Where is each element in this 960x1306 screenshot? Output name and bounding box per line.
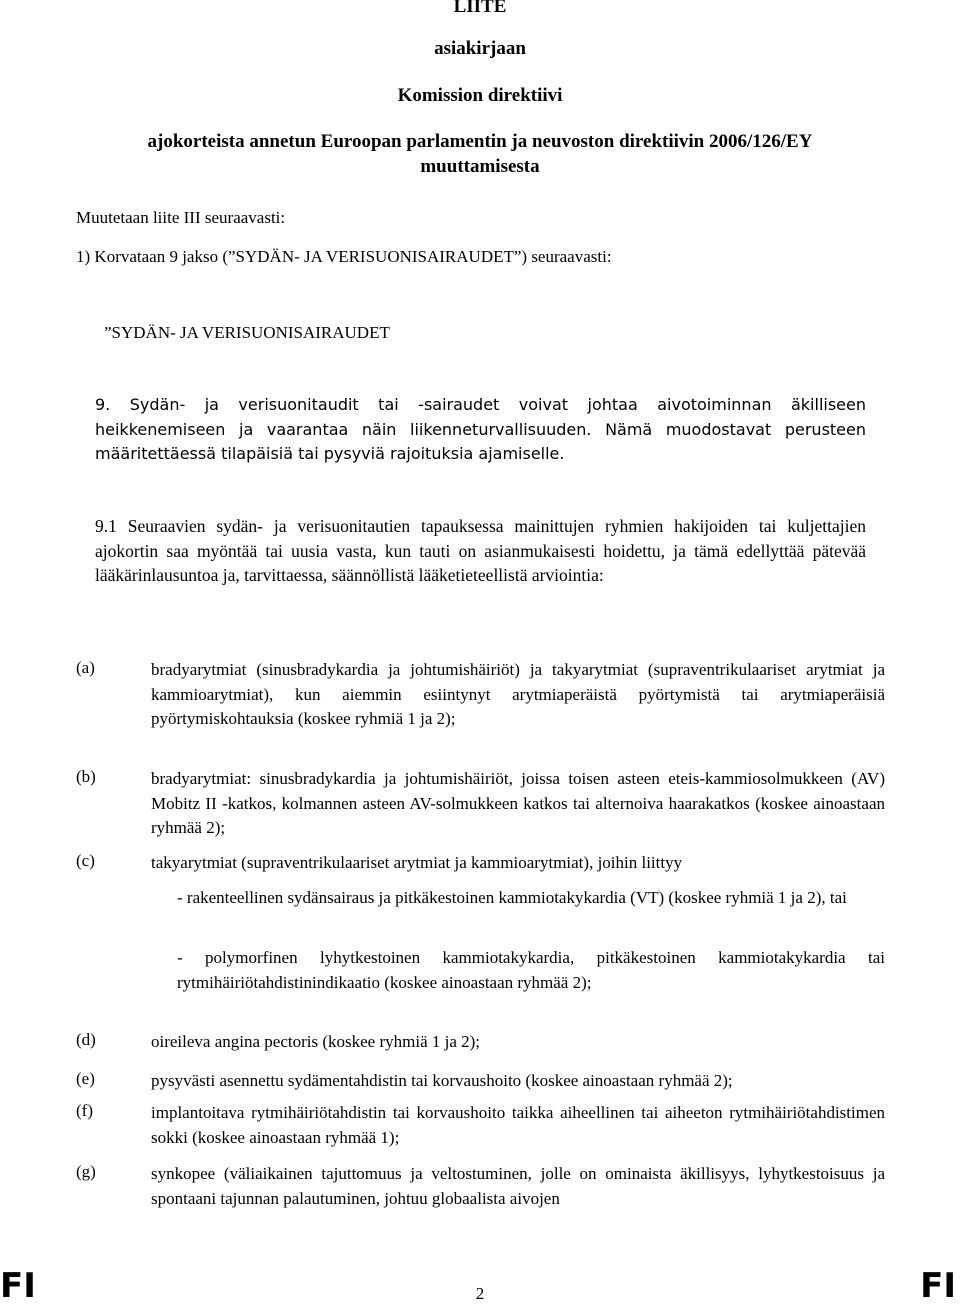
document-type: Komission direktiivi: [397, 85, 563, 106]
paragraph-9-1: 9.1 Seuraavien sydän- ja verisuonitautien tapauksessa mainittujen ryhmien hakijoiden tai kuljettajien ajokortin saa myöntää tai uusia vasta, kun tauti on asianmukaisesti hoidettu, ja tämä edellyttää pätevää lääkärinlausuntoa ja, tarvittaessa, säännöllistä lääketieteellistä arviointia:: [95, 516, 866, 585]
item-f-label: (f): [76, 1101, 93, 1120]
subject-line-1: ajokorteista annetun Euroopan parlamentin ja neuvoston direktiivin 2006/126/EY: [147, 131, 813, 152]
footer-language-left: FI: [0, 1266, 36, 1306]
item-g-text: synkopee (väliaikainen tajuttomuus ja veltostuminen, jolle on ominaista äkillisyys, lyhytkestoisuus ja spontaani tajunnan palautuminen, johtuu globaalista aivojen: [151, 1164, 885, 1208]
item-e-text: pysyvästi asennettu sydämentahdistin tai korvaushoito (koskee ainoastaan ryhmää 2);: [151, 1071, 733, 1090]
item-b-text: bradyarytmiat: sinusbradykardia ja johtumishäiriöt, joissa toisen asteen eteis-kammiosolmukkeen (AV) Mobitz II -katkos, kolmannen asteen AV-solmukkeen katkos tai alternoiva haarakatkos (koskee ainoastaan ryhmää 2);: [151, 769, 885, 837]
item-c-subitem-1: - rakenteellinen sydänsairaus ja pitkäkestoinen kammiotakykardia (VT) (koskee ryhmiä 1 ja 2), tai: [177, 888, 847, 907]
annex-subtitle: asiakirjaan: [434, 38, 526, 59]
item-d-label: (d): [76, 1030, 96, 1049]
item-b-label: (b): [76, 767, 96, 786]
item-c-text: takyarytmiat (supraventrikulaariset arytmiat ja kammioarytmiat), joihin liittyy: [151, 853, 683, 872]
item-a-label: (a): [76, 658, 95, 677]
subject-line-2: muuttamisesta: [420, 156, 540, 177]
item-f-text: implantoitava rytmihäiriötahdistin tai korvaushoito taikka aiheellinen tai aiheeton rytmihäiriötahdistimen sokki (koskee ainoastaan ryhmää 1);: [151, 1103, 885, 1147]
intro-line-2: 1) Korvataan 9 jakso (”SYDÄN- JA VERISUONISAIRAUDET”) seuraavasti:: [76, 247, 612, 266]
intro-line-1: Muutetaan liite III seuraavasti:: [76, 208, 286, 227]
section-heading: ”SYDÄN- JA VERISUONISAIRAUDET: [104, 323, 390, 342]
paragraph-9: 9. Sydän- ja verisuonitaudit tai -sairaudet voivat johtaa aivotoiminnan äkilliseen heikkenemiseen ja vaarantaa näin liikenneturvallisuuden. Nämä muodostavat perusteen määritettäessä tilapäisiä tai pysyviä rajoituksia ajamiselle.: [95, 395, 866, 463]
item-a-text: bradyarytmiat (sinusbradykardia ja johtumishäiriöt) ja takyarytmiat (supraventrikulaariset arytmiat ja kammioarytmiat), kun aiemmin esiintynyt arytmiaperäistä pyörtymistä tai arytmiaperäisiä pyörtymiskohtauksia (koskee ryhmiä 1 ja 2);: [151, 660, 885, 728]
item-c-label: (c): [76, 851, 95, 870]
footer-language-right: FI: [920, 1266, 956, 1306]
item-e-label: (e): [76, 1069, 95, 1088]
item-c-subitem-2: - polymorfinen lyhytkestoinen kammiotakykardia, pitkäkestoinen kammiotakykardia tai rytmihäiriötahdistinindikaatio (koskee ainoastaan ryhmää 2);: [177, 948, 885, 992]
annex-title: LIITE: [453, 0, 507, 17]
page-number: 2: [475, 1284, 485, 1303]
item-d-text: oireileva angina pectoris (koskee ryhmiä 1 ja 2);: [151, 1032, 481, 1051]
item-g-label: (g): [76, 1162, 96, 1181]
